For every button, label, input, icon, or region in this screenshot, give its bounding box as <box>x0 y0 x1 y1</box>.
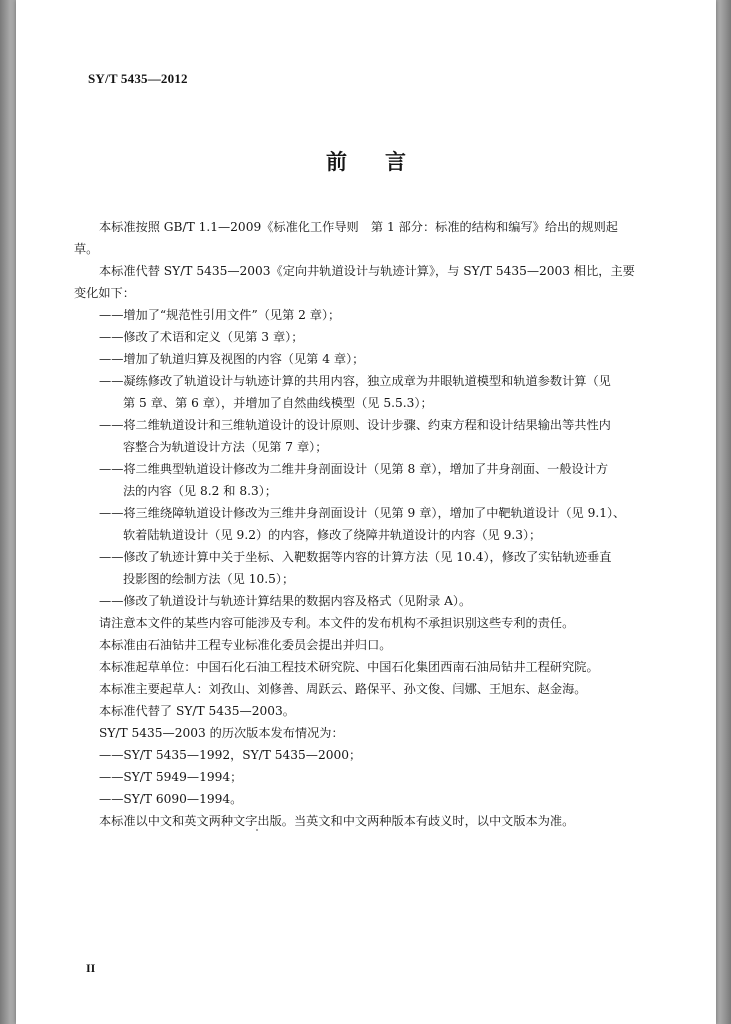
text-line: 本标准由石油钻井工程专业标准化委员会提出并归口。 <box>99 638 392 652</box>
text-line: ——增加了“规范性引用文件”（见第 2 章）； <box>99 308 341 322</box>
text-line: SY/T 5435—2003 的历次版本发布情况为： <box>99 726 344 740</box>
text-line: 投影图的绘制方法（见 10.5）； <box>123 572 295 586</box>
standard-number: SY/T 5435—2012 <box>88 71 188 86</box>
foreword-body <box>74 216 670 832</box>
text-line: 变化如下： <box>74 286 135 300</box>
scan-speck <box>256 829 258 831</box>
text-line: ——修改了术语和定义（见第 3 章）； <box>99 330 304 344</box>
page-number: II <box>86 961 96 975</box>
text-line: ——将三维绕障轨道设计修改为三维井身剖面设计（见第 9 章），增加了中靶轨道设计（见 9.1）、 <box>99 506 626 520</box>
text-line: ——增加了轨道归算及视图的内容（见第 4 章）； <box>99 352 365 366</box>
text-line: 法的内容（见 8.2 和 8.3）； <box>123 484 277 498</box>
text-line: ——凝练修改了轨道设计与轨迹计算的共用内容，独立成章为井眼轨道模型和轨道参数计算（见 <box>99 374 611 388</box>
text-line: ——SY/T 6090—1994。 <box>99 792 243 806</box>
text-line: 容整合为轨道设计方法（见第 7 章）； <box>123 440 328 454</box>
text-line: ——将二维典型轨道设计修改为二维井身剖面设计（见第 8 章），增加了井身剖面、一般设计方 <box>99 462 609 476</box>
text-line: 第 5 章、第 6 章），并增加了自然曲线模型（见 5.5.3）； <box>123 396 433 410</box>
text-line: 本标准以中文和英文两种文字出版。当英文和中文两种版本有歧义时，以中文版本为准。 <box>99 814 575 828</box>
text-line: 本标准起草单位：中国石化石油工程技术研究院、中国石化集团西南石油局钻井工程研究院。 <box>99 660 599 674</box>
text-line: 软着陆轨道设计（见 9.2）的内容，修改了绕障井轨道设计的内容（见 9.3）； <box>123 528 542 542</box>
text-line: ——修改了轨迹计算中关于坐标、入靶数据等内容的计算方法（见 10.4），修改了实钻轨迹垂直 <box>99 550 612 564</box>
text-line: ——SY/T 5949—1994； <box>99 770 243 784</box>
text-line: 本标准主要起草人：刘孜山、刘修善、周跃云、路保平、孙文俊、闫娜、王旭东、赵金海。 <box>99 682 587 696</box>
text-line: 草。 <box>74 242 99 256</box>
page-title: 前言 <box>326 150 444 174</box>
text-line: ——SY/T 5435—1992，SY/T 5435—2000； <box>99 748 362 762</box>
text-line: 请注意本文件的某些内容可能涉及专利。本文件的发布机构不承担识别这些专利的责任。 <box>99 616 575 630</box>
text-line: ——将二维轨道设计和三维轨道设计的设计原则、设计步骤、约束方程和设计结果输出等共性内 <box>99 418 611 432</box>
document-page <box>16 0 716 1024</box>
text-line: 本标准代替 SY/T 5435—2003《定向井轨道设计与轨迹计算》，与 SY/T 5435—2003 相比，主要 <box>99 264 635 278</box>
text-line: ——修改了轨道设计与轨迹计算结果的数据内容及格式（见附录 A）。 <box>99 594 472 608</box>
text-line: 本标准按照 GB/T 1.1—2009《标准化工作导则 第 1 部分：标准的结构和编写》给出的规则起 <box>99 220 618 234</box>
text-line: 本标准代替了 SY/T 5435—2003。 <box>99 704 295 718</box>
